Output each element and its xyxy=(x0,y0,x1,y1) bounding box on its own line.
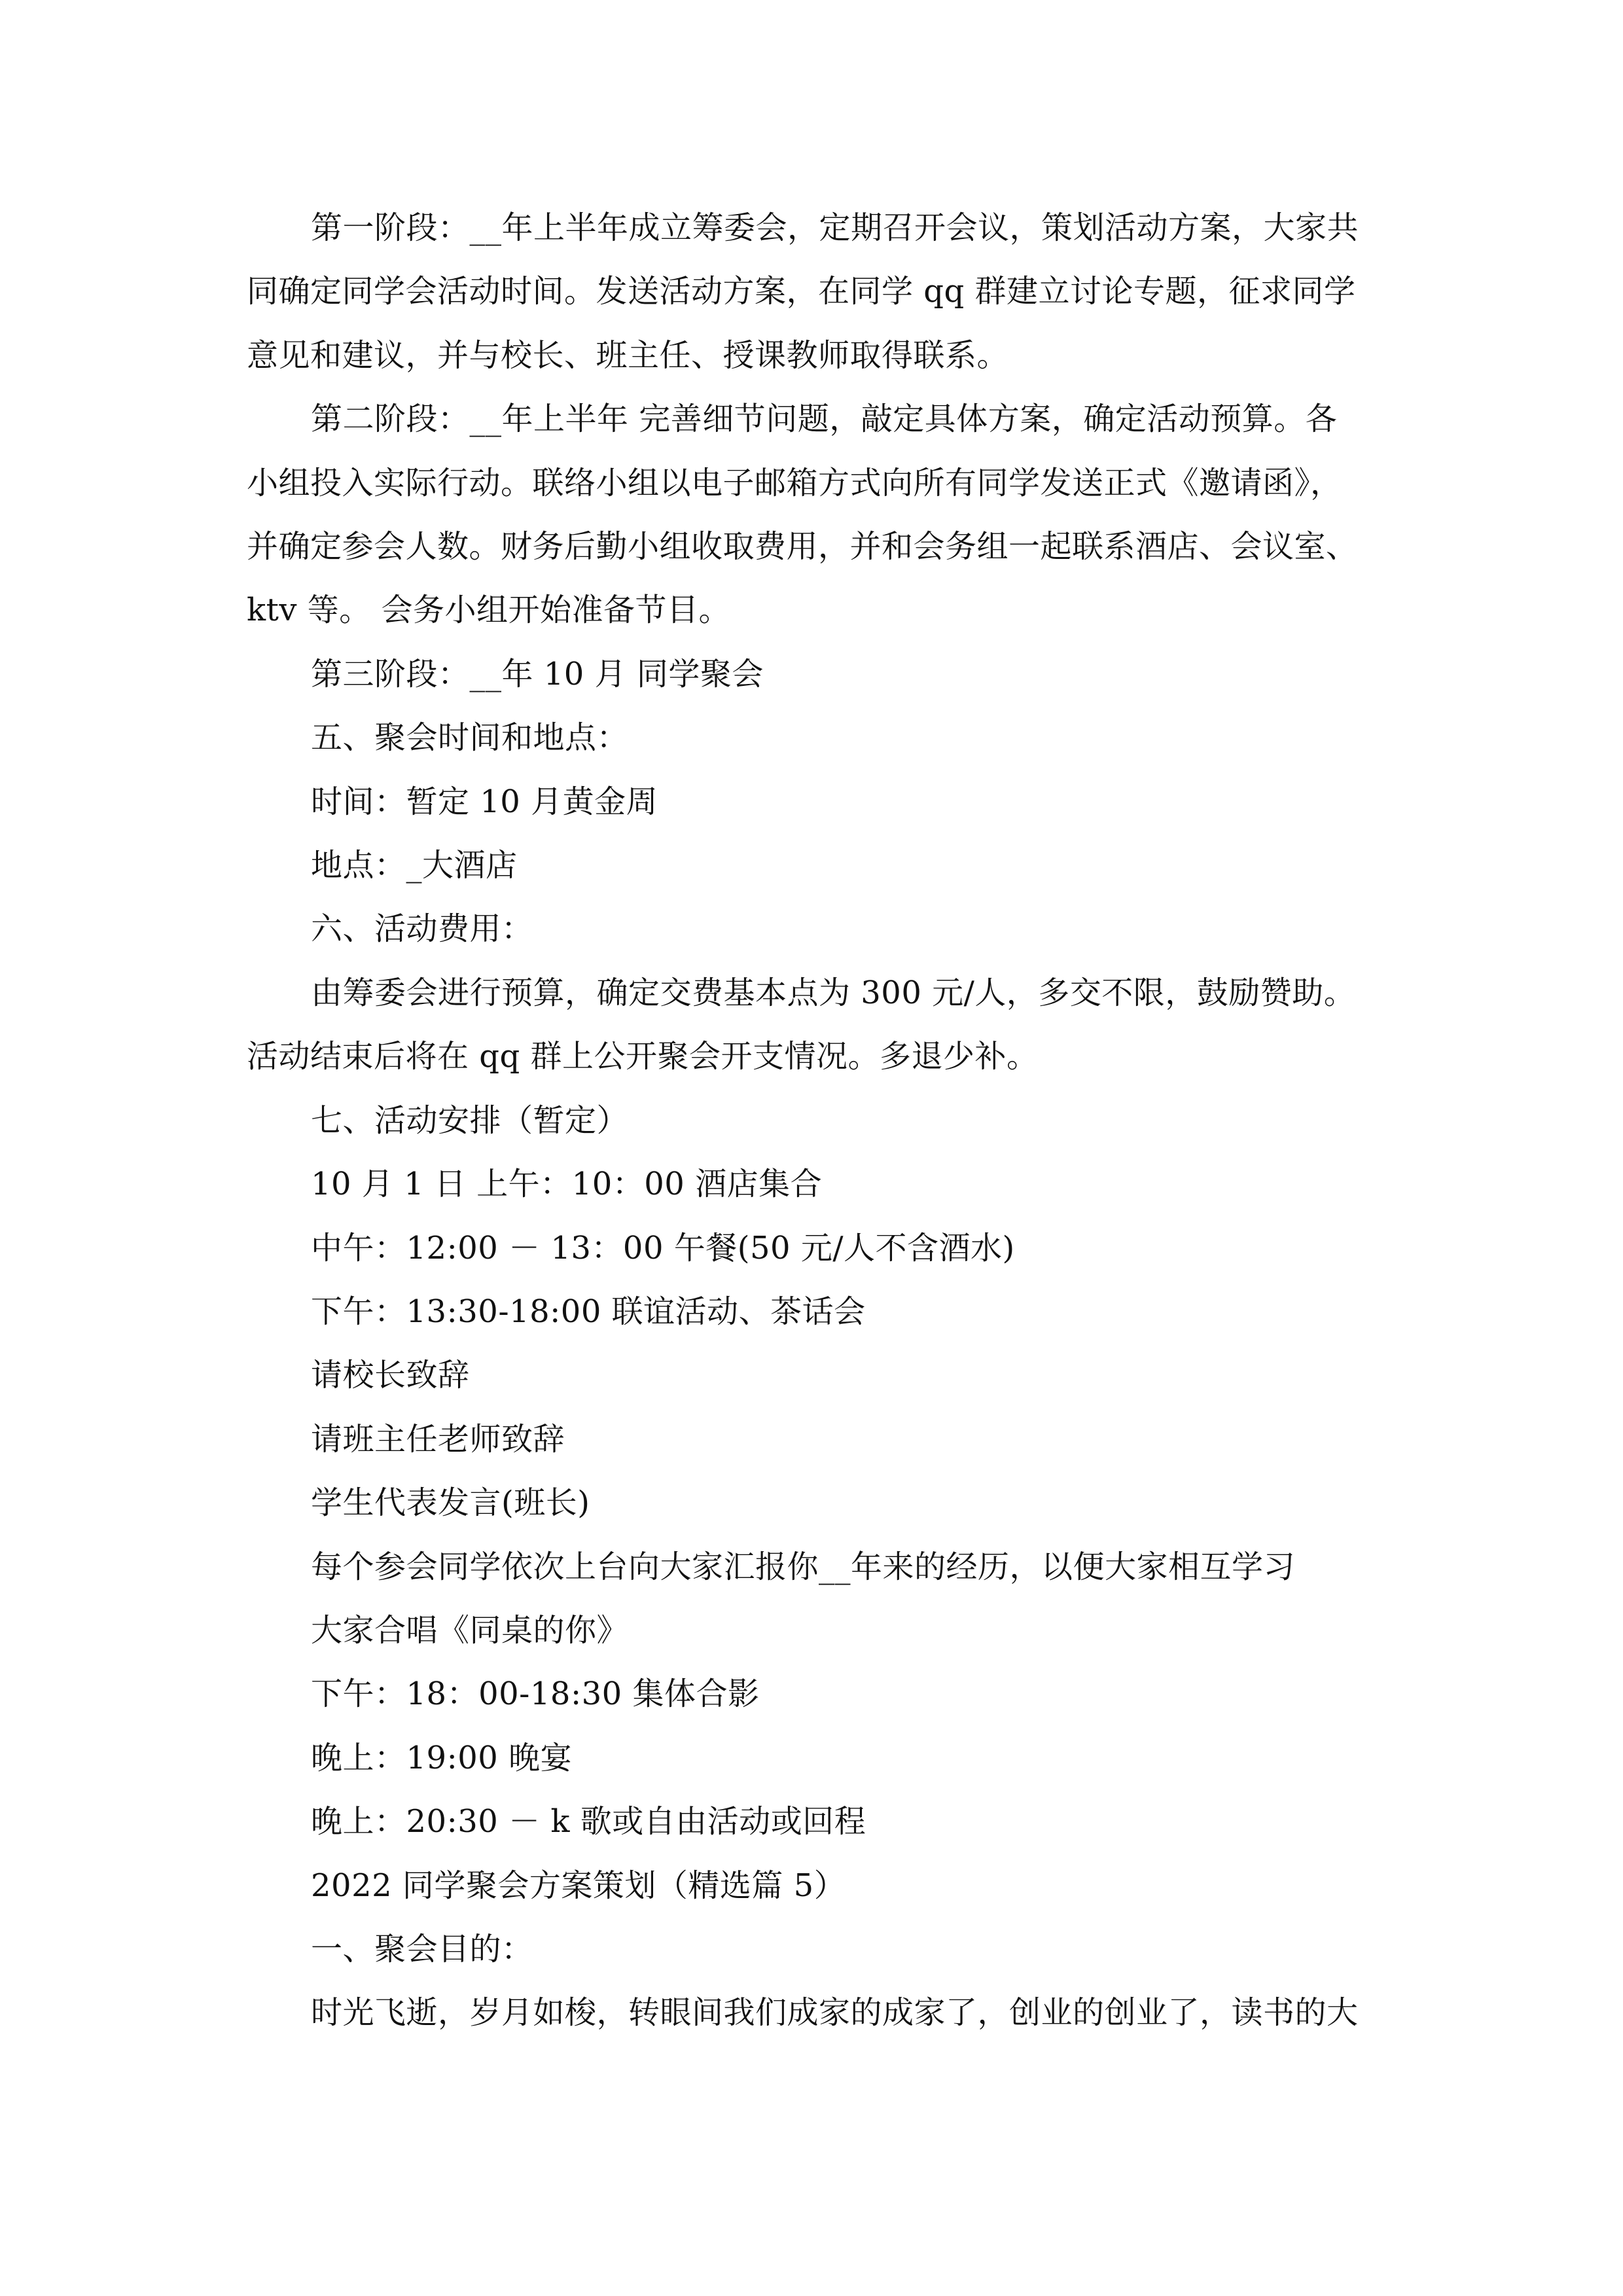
text-line: ktv 等。 会务小组开始准备节目。 xyxy=(247,592,731,629)
section-heading-schedule: 七、活动安排（暂定） xyxy=(311,1102,629,1139)
schedule-item: 请校长致辞 xyxy=(311,1357,470,1394)
schedule-item: 晚上：19:00 晚宴 xyxy=(311,1739,573,1776)
paragraph-fee xyxy=(247,961,1382,1089)
section-heading-purpose: 一、聚会目的： xyxy=(311,1930,533,1967)
section-heading-fees: 六、活动费用： xyxy=(311,910,533,948)
place-line: 地点：_大酒店 xyxy=(311,847,518,884)
text-line: 同确定同学会活动时间。发送活动方案，在同学 qq 群建立讨论专题，征求同学 xyxy=(247,273,1356,310)
schedule-item: 下午：13:30-18:00 联谊活动、茶话会 xyxy=(311,1293,866,1330)
text-line: 活动结束后将在 qq 群上公开聚会开支情况。多退少补。 xyxy=(247,1038,1039,1075)
text-line: 第二阶段：__年上半年 完善细节问题，敲定具体方案，确定活动预算。各 xyxy=(311,401,1338,438)
text-line: 并确定参会人数。财务后勤小组收取费用，并和会务组一起联系酒店、会议室、 xyxy=(247,528,1358,565)
paragraph-stage1 xyxy=(247,196,1382,387)
schedule-item: 中午：12:00 － 13：00 午餐(50 元/人不含酒水) xyxy=(311,1229,1015,1266)
document-body xyxy=(247,196,1382,2045)
article-title: 2022 同学聚会方案策划（精选篇 5） xyxy=(311,1867,846,1904)
text-line: 第一阶段：__年上半年成立筹委会，定期召开会议，策划活动方案，大家共 xyxy=(311,209,1359,246)
text-line: 意见和建议，并与校长、班主任、授课教师取得联系。 xyxy=(247,336,1009,374)
schedule-item: 晚上：20:30 － k 歌或自由活动或回程 xyxy=(311,1803,866,1840)
schedule-item: 10 月 1 日 上午：10：00 酒店集合 xyxy=(311,1166,823,1203)
schedule-item: 学生代表发言(班长) xyxy=(311,1484,590,1522)
schedule-item: 大家合唱《同桌的你》 xyxy=(311,1611,629,1649)
text-line: 小组投入实际行动。联络小组以电子邮箱方式向所有同学发送正式《邀请函》， xyxy=(247,464,1342,501)
schedule-item: 每个参会同学依次上台向大家汇报你__年来的经历，以便大家相互学习 xyxy=(311,1548,1296,1585)
intro-paragraph: 时光飞逝，岁月如梭，转眼间我们成家的成家了，创业的创业了，读书的大 xyxy=(311,1994,1359,2032)
paragraph-stage2 xyxy=(247,387,1382,643)
time-line: 时间：暂定 10 月黄金周 xyxy=(311,783,658,820)
paragraph-stage3: 第三阶段：__年 10 月 同学聚会 xyxy=(311,655,764,692)
schedule-item: 请班主任老师致辞 xyxy=(311,1420,565,1458)
section-heading-time-place: 五、聚会时间和地点： xyxy=(311,719,629,757)
text-line: 由筹委会进行预算，确定交费基本点为 300 元/人，多交不限，鼓励赞助。 xyxy=(311,974,1356,1011)
schedule-item: 下午：18：00-18:30 集体合影 xyxy=(311,1676,760,1713)
